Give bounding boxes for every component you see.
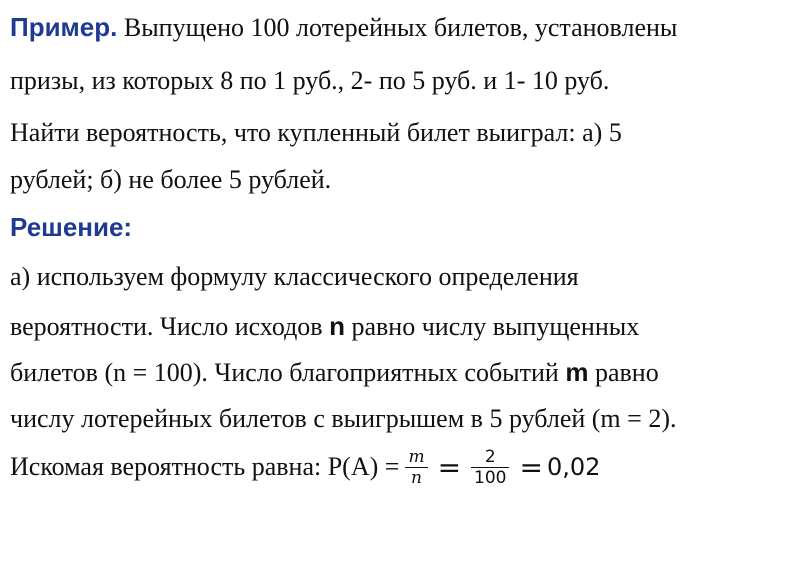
equals-sign: = (437, 450, 462, 484)
solution-text-2b: равно числу выпущенных (344, 312, 640, 341)
example-heading: Пример. (10, 12, 118, 42)
example-line-2: призы, из которых 8 по 1 руб., 2- по 5 руб. и 1- 10 руб. (10, 66, 610, 95)
solution-text-3b: равно (588, 358, 659, 387)
variable-n: n (329, 311, 345, 341)
fraction-numerator: m (408, 446, 425, 467)
equals-sign: = (519, 450, 543, 484)
probability-formula (10, 442, 600, 492)
formula-result: 0,02 (546, 453, 601, 481)
solution-text-2a: вероятности. Число исходов (10, 312, 330, 341)
solution-text-3a: билетов (n = 100). Число благоприятных событий (10, 358, 566, 387)
solution-line-4: числу лотерейных билетов с выигрышем в 5 рублей (m = 2). (10, 404, 677, 433)
solution-heading: Решение: (10, 212, 133, 242)
fraction-denominator: n (411, 467, 422, 488)
example-line-4: рублей; б) не более 5 рублей. (10, 165, 332, 194)
example-text-1: Выпущено 100 лотерейных билетов, установлены (117, 13, 678, 42)
solution-line-1: а) используем формулу классического определения (10, 262, 579, 291)
fraction-m-over-n (405, 447, 427, 488)
example-line-1 (10, 12, 677, 43)
variable-m: m (565, 357, 589, 387)
fraction-numerator: 2 (484, 446, 496, 467)
formula-prefix: Искомая вероятность равна: P(A) = (10, 452, 400, 481)
example-line-3: Найти вероятность, что купленный билет выиграл: а) 5 (10, 118, 622, 147)
solution-line-3 (10, 357, 659, 388)
fraction-2-over-100 (471, 447, 509, 488)
solution-line-2 (10, 311, 639, 342)
fraction-denominator: 100 (474, 467, 507, 488)
